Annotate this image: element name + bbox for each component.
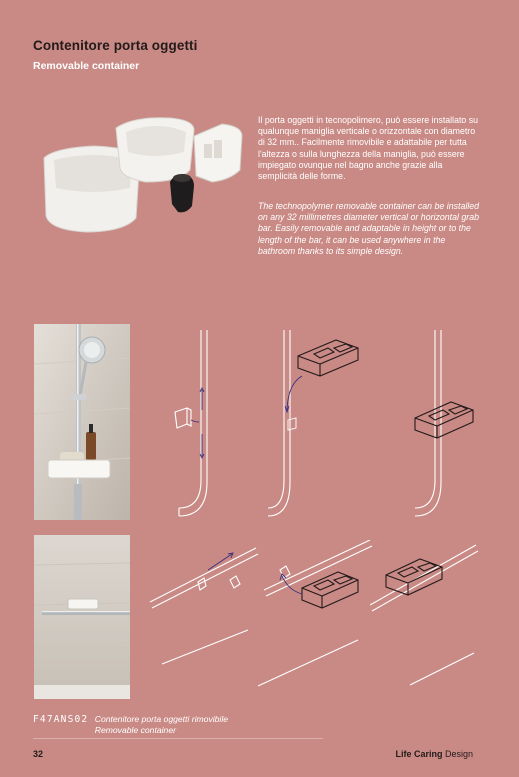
diagram-vertical-insert [268,330,368,520]
diagram-horizontal-insert [258,540,376,690]
description-italian: Il porta oggetti in tecnopolimero, può essere installato su qualunque maniglia verticale o orizzontale con diametro di 32 mm.. Facilmente rimovibile e adattabile per tutta l'altezza o sulla lunghezza della maniglia, può essere impiegato ovunque nel bagno anche grazie alla semplicità delle forme. [258,115,479,182]
product-image [34,106,246,236]
diagram-vertical-clip [165,330,235,520]
page-number: 32 [33,749,44,759]
footer-divider [33,738,323,739]
product-name-en: Removable container [94,724,176,735]
brand-bold: Life Caring [395,749,443,759]
product-code-row [33,714,228,735]
description-english: The technopolymer removable container can be installed on any 32 millimetres diameter vertical or horizontal grab bar. Easily removable and adaptable in height or to the length of the bar, it can be used anywhere in the bathroom thanks to its simple design. [258,201,480,256]
product-name-it: Contenitore porta oggetti rimovibile [94,714,229,724]
brand-regular: Design [444,749,473,759]
horizontal-bar-photo [34,535,130,699]
diagram-horizontal-mounted [370,535,480,695]
diagram-vertical-mounted [405,330,485,520]
product-name [95,714,228,735]
shower-photo [34,324,130,520]
page-subtitle: Removable container [33,60,140,72]
page-title: Contenitore porta oggetti [33,38,198,53]
brand-label [395,749,473,759]
diagram-horizontal-clip [148,540,260,670]
product-code: F47ANS02 [33,714,89,725]
